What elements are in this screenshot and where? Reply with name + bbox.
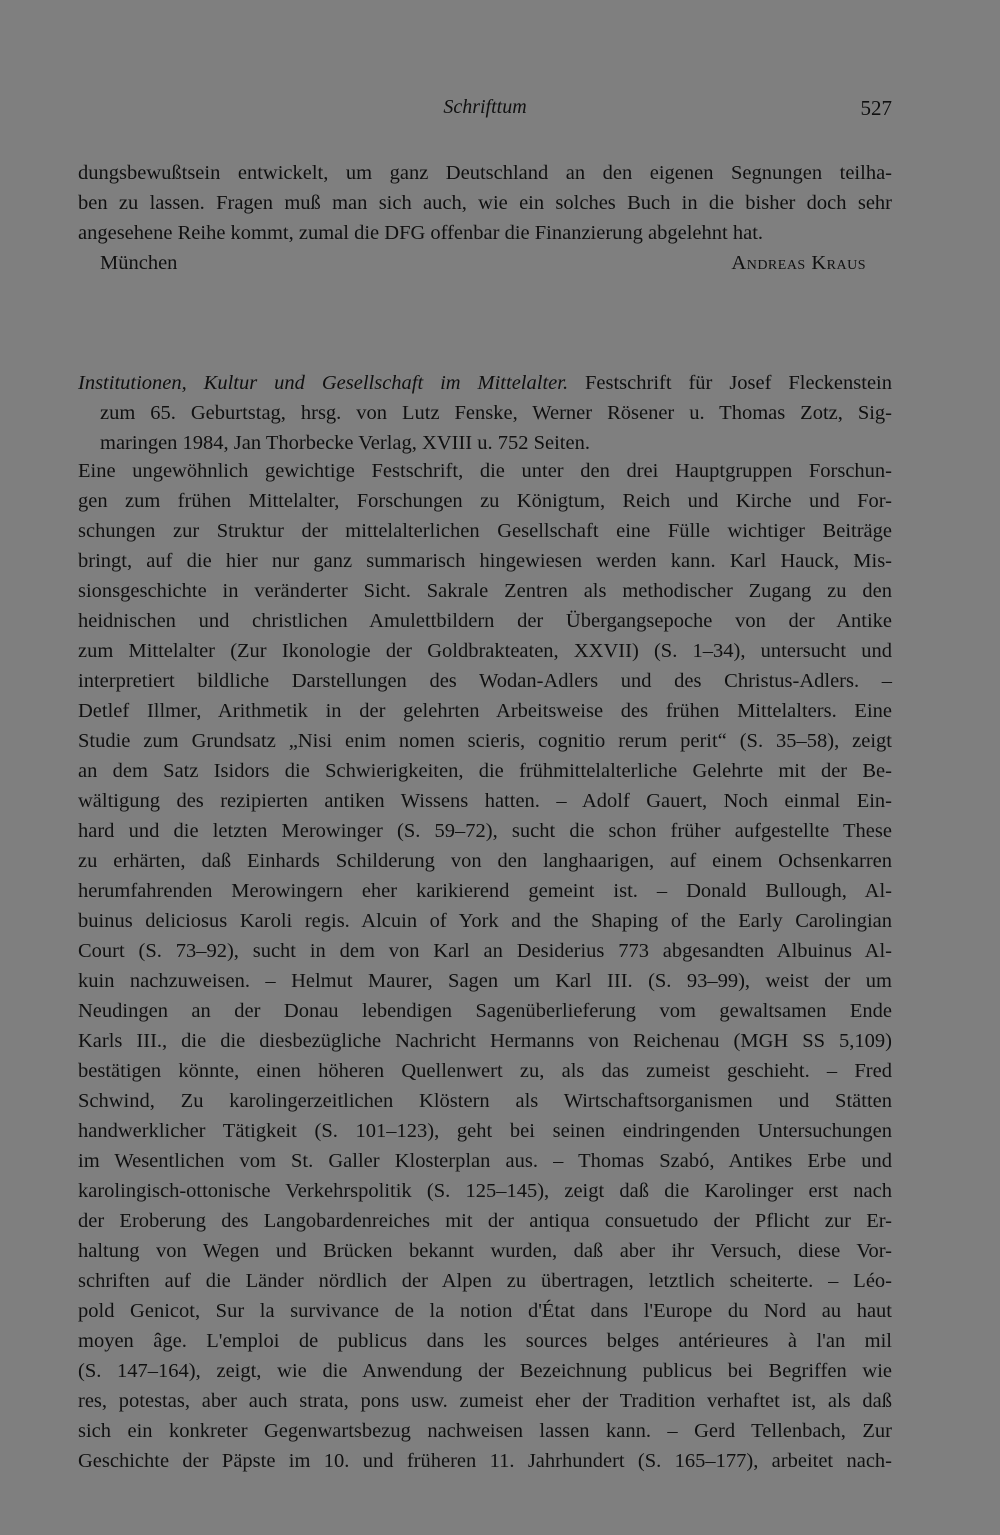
- text-line: interpretiert bildliche Darstellungen des Wodan-Adlers und des Christus-Adlers. –: [78, 670, 892, 692]
- text-line: dungsbewußtsein entwickelt, um ganz Deutschland an den eigenen Segnungen teilha-: [78, 162, 892, 184]
- biblio-line-3: maringen 1984, Jan Thorbecke Verlag, XVIII u. 752 Seiten.: [100, 432, 590, 454]
- text-line: kuin nachzuweisen. – Helmut Maurer, Sagen um Karl III. (S. 93–99), weist der um: [78, 970, 892, 992]
- text-line: Detlef Illmer, Arithmetik in der gelehrten Arbeitsweise des frühen Mittelalters. Eine: [78, 700, 892, 722]
- review-signature: [100, 248, 866, 278]
- text-line: (S. 147–164), zeigt, wie die Anwendung der Bezeichnung publicus bei Begriffen wie: [78, 1360, 892, 1382]
- text-line: herumfahrenden Merowingern eher karikierend gemeint ist. – Donald Bullough, Al-: [78, 880, 892, 902]
- text-line: karolingisch-ottonische Verkehrspolitik (S. 125–145), zeigt daß die Karolinger erst nach: [78, 1180, 892, 1202]
- intro-paragraph: [78, 158, 892, 248]
- text-line: heidnischen und christlichen Amulettbildern der Übergangsepoche von der Antike: [78, 610, 892, 632]
- text-line: Karls III., die die diesbezügliche Nachricht Hermanns von Reichenau (MGH SS 5,109): [78, 1030, 892, 1052]
- text-line: hard und die letzten Merowinger (S. 59–72), sucht die schon früher aufgestellte These: [78, 820, 892, 842]
- running-title: Schrifttum: [443, 96, 527, 118]
- text-line: sionsgeschichte in veränderter Sicht. Sakrale Zentren als methodischer Zugang zu den: [78, 580, 892, 602]
- text-line: zu erhärten, daß Einhards Schilderung von den langhaarigen, auf einem Ochsenkarren: [78, 850, 892, 872]
- text-line: sich ein konkreter Gegenwartsbezug nachweisen lassen kann. – Gerd Tellenbach, Zur: [78, 1420, 892, 1442]
- text-line: handwerklicher Tätigkeit (S. 101–123), geht bei seinen eindringenden Untersuchungen: [78, 1120, 892, 1142]
- text-line: zum Mittelalter (Zur Ikonologie der Goldbrakteaten, XXVII) (S. 1–34), untersucht und: [78, 640, 892, 662]
- page-number: 527: [860, 96, 892, 120]
- text-line: der Eroberung des Langobardenreiches mit der antiqua consuetudo der Pflicht zur Er-: [78, 1210, 892, 1232]
- text-line: Schwind, Zu karolingerzeitlichen Klöstern als Wirtschaftsorganismen und Stätten: [78, 1090, 892, 1112]
- signature-place: München: [100, 252, 178, 274]
- text-line: im Wesentlichen vom St. Galler Klosterplan aus. – Thomas Szabó, Antikes Erbe und: [78, 1150, 892, 1172]
- book-title: Institutionen, Kultur und Gesellschaft im Mittelalter.: [78, 372, 569, 394]
- text-line: bringt, auf die hier nur ganz summarisch hingewiesen werden kann. Karl Hauck, Mis-: [78, 550, 892, 572]
- review-body: [78, 456, 892, 1476]
- text-line: pold Genicot, Sur la survivance de la notion d'État dans l'Europe du Nord au haut: [78, 1300, 892, 1322]
- text-line: res, potestas, aber auch strata, pons usw. zumeist eher der Tradition verhaftet ist, als daß: [78, 1390, 892, 1412]
- text-line: buinus deliciosus Karoli regis. Alcuin of York and the Shaping of the Early Carolingian: [78, 910, 892, 932]
- text-line: angesehene Reihe kommt, zumal die DFG offenbar die Finanzierung abgelehnt hat.: [78, 222, 764, 244]
- signature-author: Andreas Kraus: [731, 252, 866, 274]
- text-line: Neudingen an der Donau lebendigen Sagenüberlieferung vom gewaltsamen Ende: [78, 1000, 892, 1022]
- biblio-line-2: zum 65. Geburtstag, hrsg. von Lutz Fenske, Werner Rösener u. Thomas Zotz, Sig-: [100, 402, 892, 424]
- biblio-line-1: [78, 368, 892, 398]
- text-line: an dem Satz Isidors die Schwierigkeiten, die frühmittelalterliche Gelehrte mit der Be-: [78, 760, 892, 782]
- text-line: bestätigen könnte, einen höheren Quellenwert zu, als das zumeist geschieht. – Fred: [78, 1060, 892, 1082]
- text-line: Eine ungewöhnlich gewichtige Festschrift, die unter den drei Hauptgruppen Forschun-: [78, 460, 892, 482]
- text-line: Studie zum Grundsatz „Nisi enim nomen scieris, cognitio rerum perit“ (S. 35–58), zeigt: [78, 730, 892, 752]
- bibliographic-entry: [78, 368, 892, 458]
- text-line: haltung von Wegen und Brücken bekannt wurden, daß aber ihr Versuch, diese Vor-: [78, 1240, 892, 1262]
- text-line: Court (S. 73–92), sucht in dem von Karl an Desiderius 773 abgesandten Albuinus Al-: [78, 940, 892, 962]
- running-head: [78, 96, 892, 126]
- text-line: Geschichte der Päpste im 10. und früheren 11. Jahrhundert (S. 165–177), arbeitet nach-: [78, 1450, 892, 1472]
- text-line: gen zum frühen Mittelalter, Forschungen zu Königtum, Reich und Kirche und For-: [78, 490, 892, 512]
- biblio-line-1-rest: Festschrift für Josef Fleckenstein: [568, 372, 892, 394]
- text-line: moyen âge. L'emploi de publicus dans les sources belges antérieures à l'an mil: [78, 1330, 892, 1352]
- text-line: ben zu lassen. Fragen muß man sich auch, wie ein solches Buch in die bisher doch sehr: [78, 192, 892, 214]
- text-line: wältigung des rezipierten antiken Wissens hatten. – Adolf Gauert, Noch einmal Ein-: [78, 790, 892, 812]
- text-line: schungen zur Struktur der mittelalterlichen Gesellschaft eine Fülle wichtiger Beiträge: [78, 520, 892, 542]
- text-line: schriften auf die Länder nördlich der Alpen zu übertragen, letztlich scheiterte. – Léo-: [78, 1270, 892, 1292]
